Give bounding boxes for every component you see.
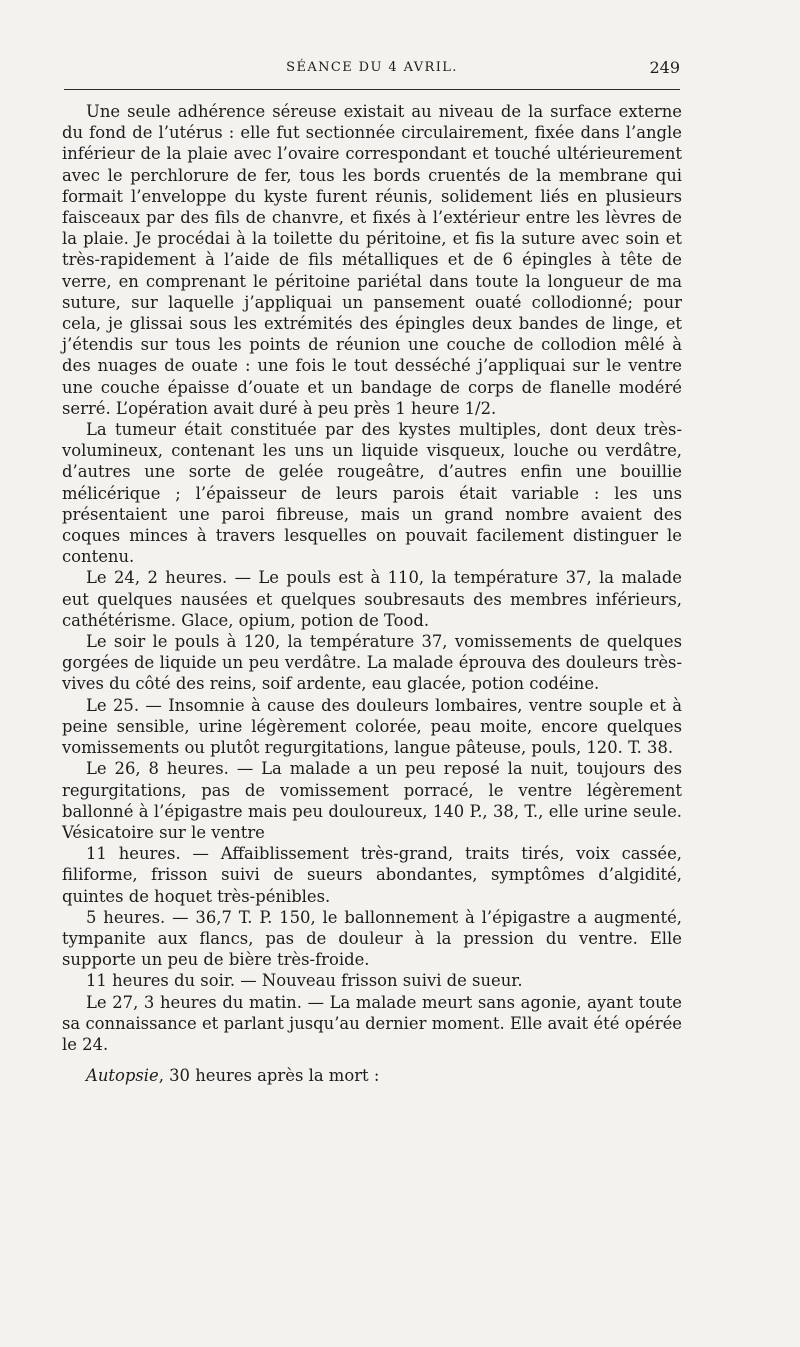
paragraph: Le 24, 2 heures. — Le pouls est à 110, la température 37, la malade eut quelques nausées et quelques soubresauts des membres inférieurs, cathétérisme. Glace, opium, potion de Tood.: [62, 568, 682, 630]
autopsy-heading: [62, 1065, 682, 1086]
paragraph: Le soir le pouls à 120, la température 37, vomissements de quelques gorgées de liquide un peu verdâtre. La malade éprouva des douleurs très-vives du côté des reins, soif ardente, eau glacée, potion codéine.: [62, 632, 682, 694]
paragraph: Une seule adhérence séreuse existait au niveau de la surface externe du fond de l’utérus : elle fut sectionnée circulairement, fixée dans l’angle inférieur de la plaie avec l’ovaire correspondant et touché ultérieurement avec le perchlorure de fer, tous les bords cruentés de la membrane qui formait l’enveloppe du kyste furent réunis, solidement liés en plusieurs faisceaux par des fils de chanvre, et fixés à l’extérieur entre les lèvres de la plaie. Je procédai à la toilette du péritoine, et fis la suture avec soin et très-rapidement à l’aide de fils métalliques et de 6 épingles à tête de verre, en comprenant le péritoine pariétal dans toute la longueur de ma suture, sur laquelle j’appliquai un pansement ouaté collodionné; pour cela, je glissai sous les extrémités des épingles deux bandes de linge, et j’étendis sur tous les points de réunion une couche de collodion mêlé à des nuages de ouate : une fois le tout desséché j’appliquai sur le ventre une couche épaisse d’ouate et un bandage de corps de flanelle modéré serré. L’opération avait duré à peu près 1 heure 1/2.: [62, 102, 682, 418]
paragraph: Le 26, 8 heures. — La malade a un peu reposé la nuit, toujours des regurgitations, pas de vomissement porracé, le ventre légèrement ballonné à l’épigastre mais peu douloureux, 140 P., 38, T., elle urine seule. Vésicatoire sur le ventre: [62, 759, 682, 842]
autopsy-label: Autopsie: [86, 1066, 159, 1086]
page-header: [64, 58, 680, 84]
running-head: SÉANCE DU 4 AVRIL.: [286, 60, 458, 75]
page-number: 249: [649, 58, 680, 77]
autopsy-text: , 30 heures après la mort :: [158, 1066, 380, 1086]
paragraph: 11 heures. — Affaiblissement très-grand, traits tirés, voix cassée, filiforme, frisson suivi de sueurs abondantes, symptômes d’algidité, quintes de hoquet très-pénibles.: [62, 844, 682, 906]
body-text: [62, 101, 682, 1086]
paragraph: 5 heures. — 36,7 T. P. 150, le ballonnement à l’épigastre a augmenté, tympanite aux flancs, pas de douleur à la pression du ventre. Elle supporte un peu de bière très-froide.: [62, 907, 682, 970]
paragraph: Le 25. — Insomnie à cause des douleurs lombaires, ventre souple et à peine sensible, urine légèrement colorée, peau moite, encore quelques vomissements ou plutôt regurgitations, langue pâteuse, pouls, 120. T. 38.: [62, 695, 682, 758]
paragraph: 11 heures du soir. — Nouveau frisson suivi de sueur.: [86, 971, 523, 991]
paragraph: La tumeur était constituée par des kystes multiples, dont deux très-volumineux, contenant les uns un liquide visqueux, louche ou verdâtre, d’autres une sorte de gelée rougeâtre, d’autres enfin une bouillie mélicérique ; l’épaisseur de leurs parois était variable : les uns présentaient une paroi fibreuse, mais un grand nombre avaient des coques minces à travers lesquelles on pouvait facilement distinguer le contenu.: [62, 420, 682, 567]
header-rule: [64, 89, 680, 90]
paragraph: Le 27, 3 heures du matin. — La malade meurt sans agonie, ayant toute sa connaissance et parlant jusqu’au dernier moment. Elle avait été opérée le 24.: [62, 992, 682, 1054]
